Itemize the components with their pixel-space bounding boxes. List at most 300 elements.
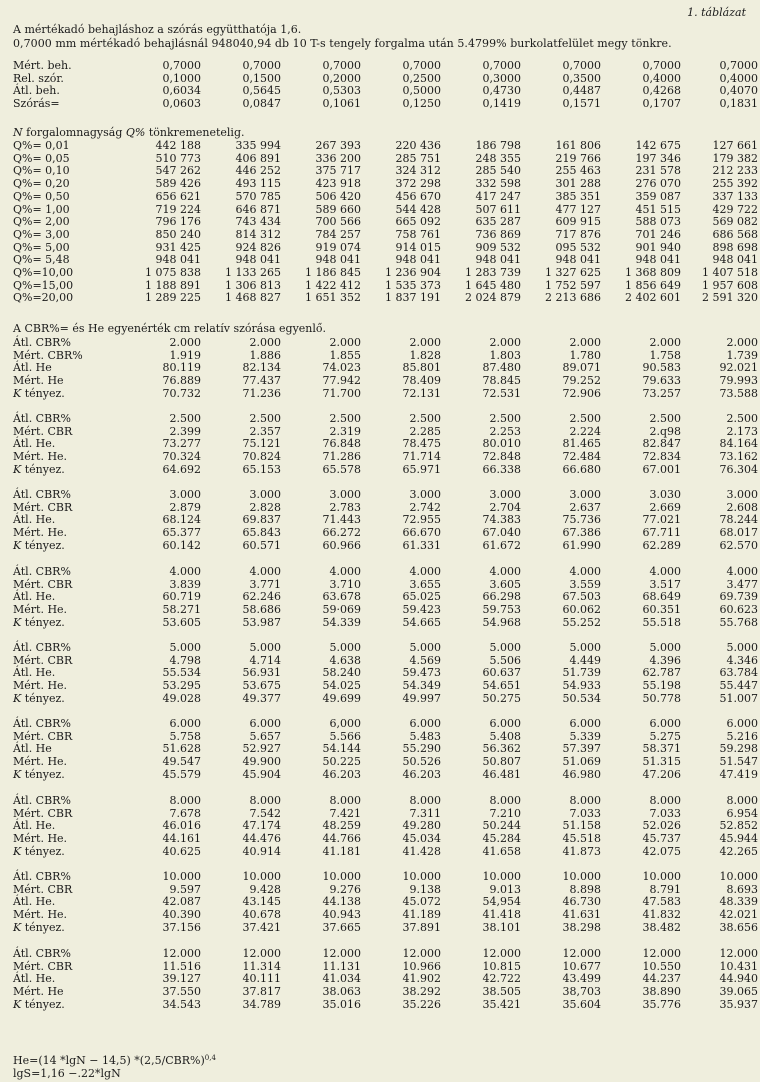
row-label: Átl. He. <box>13 437 56 451</box>
table-cell: 47.174 <box>242 819 281 833</box>
table-cell: 54.144 <box>322 742 361 756</box>
table-cell: 51.158 <box>562 819 601 833</box>
table-cell: 1.739 <box>726 348 758 362</box>
table-cell: 8.000 <box>726 794 758 807</box>
table-cell: 46.203 <box>402 767 441 781</box>
table-cell: 301 288 <box>555 177 601 191</box>
table-cell: 42.021 <box>719 908 758 922</box>
table-cell: 4.000 <box>649 565 681 578</box>
table-cell: 58.686 <box>242 603 281 617</box>
table-cell: 79.633 <box>642 374 681 388</box>
table-cell: 50.526 <box>402 755 441 769</box>
table-cell: 12.000 <box>322 947 361 960</box>
table-cell: 5.657 <box>249 729 281 743</box>
table-cell: 45.072 <box>402 895 441 909</box>
table-cell: 72.484 <box>562 450 601 464</box>
table-cell: 665 092 <box>395 215 441 229</box>
table-cell: 700 566 <box>315 215 361 229</box>
table-cell: 37.421 <box>242 920 281 934</box>
table-row <box>13 464 758 477</box>
table-cell: 71.286 <box>322 450 361 464</box>
table-cell: 50.807 <box>482 755 521 769</box>
table-cell: 50.275 <box>482 691 521 705</box>
table-row <box>13 191 758 204</box>
row-label: Q%= 0,01 <box>13 139 70 152</box>
table-cell: 47.419 <box>719 767 758 781</box>
table-cell: 51.547 <box>719 755 758 769</box>
table-cell: 8.000 <box>329 794 361 807</box>
table-cell: 82.847 <box>642 437 681 451</box>
table-cell: 701 246 <box>635 227 681 241</box>
row-label: Q%=20,00 <box>13 291 74 305</box>
table-cell: 2 213 686 <box>545 291 601 305</box>
table-row <box>13 178 758 191</box>
table-cell: 60.966 <box>322 538 361 552</box>
table-cell: 78.475 <box>402 437 441 451</box>
table-cell: 255 392 <box>712 177 758 191</box>
table-cell: 10.000 <box>482 870 521 883</box>
row-label: Mért. He. <box>13 679 68 693</box>
table-row <box>13 229 758 242</box>
table-cell: 588 073 <box>635 215 681 229</box>
table-cell: 87.480 <box>482 361 521 375</box>
table-row <box>13 451 758 464</box>
table-cell: 61.672 <box>482 538 521 552</box>
table-cell: 77.437 <box>242 374 281 388</box>
table-cell: 60.623 <box>719 603 758 617</box>
table-cell: 53.295 <box>162 679 201 693</box>
table-cell: 40.943 <box>322 908 361 922</box>
table-cell: 51.069 <box>562 755 601 769</box>
table-cell: 948 041 <box>475 253 521 267</box>
table-cell: 3.655 <box>409 577 441 591</box>
row-label: Mért. beh. <box>13 59 72 72</box>
table-cell: 68.017 <box>719 526 758 540</box>
table-cell: 2.285 <box>409 424 441 438</box>
table-cell: 46.016 <box>162 819 201 833</box>
table-row <box>13 375 758 388</box>
table-cell: 58.240 <box>322 666 361 680</box>
table-cell: 45.034 <box>402 832 441 846</box>
table-cell: 898 698 <box>712 240 758 254</box>
table-row <box>13 267 758 280</box>
row-label: Szórás= <box>13 97 60 111</box>
table-cell: 796 176 <box>155 215 201 229</box>
row-label: Mért. CBR <box>13 500 73 514</box>
table-row <box>13 388 758 401</box>
table-cell: 0,1571 <box>562 97 601 111</box>
table-cell: 44.940 <box>719 972 758 986</box>
table-cell: 0,0847 <box>242 97 281 111</box>
table-cell: 38.063 <box>322 985 361 999</box>
table-cell: 6,000 <box>329 717 361 730</box>
table-row <box>13 693 758 706</box>
table-row <box>13 680 758 693</box>
table-cell: 5.000 <box>569 641 601 654</box>
table-cell: 758 761 <box>395 227 441 241</box>
row-label: Mért. He <box>13 374 64 388</box>
table-cell: 45.737 <box>642 832 681 846</box>
table-cell: 41.658 <box>482 844 521 858</box>
table-cell: 44.237 <box>642 972 681 986</box>
table-cell: 65.578 <box>322 462 361 476</box>
formula-block <box>13 1054 216 1080</box>
table-cell: 8.000 <box>249 794 281 807</box>
table-cell: 6.000 <box>569 717 601 730</box>
table-cell: 38,703 <box>562 985 601 999</box>
table-cell: 37.891 <box>402 920 441 934</box>
table-cell: 51.739 <box>562 666 601 680</box>
table-cell: 10.966 <box>402 959 441 973</box>
table-cell: 0,7000 <box>562 59 601 72</box>
table-cell: 442 188 <box>155 139 201 152</box>
table-cell: 6.954 <box>726 806 758 820</box>
table-cell: 45.518 <box>562 832 601 846</box>
table-cell: 38.656 <box>719 920 758 934</box>
table-cell: 4.000 <box>489 565 521 578</box>
table-cell: 89.071 <box>562 361 601 375</box>
row-label: Q%= 0,50 <box>13 189 70 203</box>
table-cell: 423 918 <box>315 177 361 191</box>
table-cell: 1 186 845 <box>305 266 361 280</box>
table-cell: 63.678 <box>322 590 361 604</box>
table-cell: 8.791 <box>649 882 681 896</box>
table-cell: 324 312 <box>395 164 441 178</box>
table-cell: 0,3000 <box>482 71 521 85</box>
table-cell: 095 532 <box>555 240 601 254</box>
table-cell: 0,1000 <box>162 71 201 85</box>
table-cell: 41.873 <box>562 844 601 858</box>
table-cell: 8.000 <box>169 794 201 807</box>
table-cell: 12.000 <box>482 947 521 960</box>
table-cell: 0,2500 <box>402 71 441 85</box>
row-label: Mért. He. <box>13 755 68 769</box>
table-cell: 8.693 <box>726 882 758 896</box>
row-label: Átl. CBR% <box>13 870 71 883</box>
table-cell: 4.000 <box>249 565 281 578</box>
table-cell: 42.722 <box>482 972 521 986</box>
row-label: Mért. He. <box>13 450 68 464</box>
table-row <box>13 922 758 935</box>
row-label: Mért. He <box>13 985 64 999</box>
cbr-heading: A CBR%= és He egyenérték cm relatív szórása egyenlő. <box>13 322 327 335</box>
table-cell: 70.824 <box>242 450 281 464</box>
row-label: Átl. He. <box>13 972 56 986</box>
table-row <box>13 999 758 1012</box>
table-cell: 58.371 <box>642 742 681 756</box>
table-cell: 69.837 <box>242 513 281 527</box>
table-cell: 54,954 <box>482 895 521 909</box>
table-cell: 3.710 <box>329 577 361 591</box>
table-cell: 72.531 <box>482 386 521 400</box>
table-cell: 46.730 <box>562 895 601 909</box>
table-cell: 10.000 <box>562 870 601 883</box>
table-cell: 47.583 <box>642 895 681 909</box>
table-cell: 1 645 480 <box>465 278 521 292</box>
table-cell: 2 402 601 <box>625 291 681 305</box>
table-cell: 186 798 <box>475 139 521 152</box>
table-cell: 73.162 <box>719 450 758 464</box>
formula-he-main: He=(14 *lgN − 14,5) *(2,5/CBR%) <box>13 1054 205 1067</box>
row-label: K tényez. <box>13 538 65 552</box>
table-cell: 0,2000 <box>322 71 361 85</box>
table-cell: 924 826 <box>235 240 281 254</box>
table-cell: 49.547 <box>162 755 201 769</box>
table-cell: 55.534 <box>162 666 201 680</box>
q-symbol: Q% <box>125 126 146 139</box>
table-cell: 179 382 <box>712 151 758 165</box>
table-cell: 2.500 <box>569 412 601 425</box>
table-cell: 11.516 <box>162 959 201 973</box>
table-cell: 6.000 <box>169 717 201 730</box>
table-cell: 372 298 <box>395 177 441 191</box>
table-cell: 37.550 <box>162 985 201 999</box>
table-cell: 948 041 <box>155 253 201 267</box>
table-cell: 38.482 <box>642 920 681 934</box>
table-cell: 45.579 <box>162 767 201 781</box>
table-cell: 1.758 <box>649 348 681 362</box>
table-cell: 3.839 <box>169 577 201 591</box>
table-cell: 37.665 <box>322 920 361 934</box>
table-cell: 12.000 <box>242 947 281 960</box>
table-cell: 717 876 <box>555 227 601 241</box>
table-cell: 76.848 <box>322 437 361 451</box>
table-cell: 1 327 625 <box>545 266 601 280</box>
table-cell: 71.700 <box>322 386 361 400</box>
table-cell: 50.225 <box>322 755 361 769</box>
table-cell: 71.236 <box>242 386 281 400</box>
table-cell: 285 751 <box>395 151 441 165</box>
table-cell: 477 127 <box>555 202 601 216</box>
table-cell: 41.902 <box>402 972 441 986</box>
table-cell: 72.906 <box>562 386 601 400</box>
table-cell: 0,4730 <box>482 84 521 98</box>
row-label: K tényez. <box>13 386 65 400</box>
table-row <box>13 833 758 846</box>
row-label: Q%= 3,00 <box>13 227 70 241</box>
table-cell: 3.000 <box>409 488 441 501</box>
table-cell: 35.226 <box>402 997 441 1011</box>
cbr-group-table <box>13 642 758 706</box>
table-cell: 55.252 <box>562 615 601 629</box>
table-cell: 70.732 <box>162 386 201 400</box>
table-cell: 42.087 <box>162 895 201 909</box>
table-cell: 40.390 <box>162 908 201 922</box>
table-cell: 6.000 <box>649 717 681 730</box>
cbr-group-table <box>13 948 758 1012</box>
table-cell: 0,7000 <box>402 59 441 72</box>
table-cell: 5.000 <box>489 641 521 654</box>
table-cell: 46.203 <box>322 767 361 781</box>
table-cell: 11.314 <box>242 959 281 973</box>
table-cell: 507 611 <box>475 202 521 216</box>
formula-he-exponent: 0,4 <box>204 1054 216 1062</box>
table-cell: 570 785 <box>235 189 281 203</box>
table-cell: 65.153 <box>242 462 281 476</box>
table-cell: 901 940 <box>635 240 681 254</box>
table-cell: 656 621 <box>155 189 201 203</box>
row-label: Mért. He. <box>13 908 68 922</box>
table-cell: 417 247 <box>475 189 521 203</box>
table-cell: 78.409 <box>402 374 441 388</box>
n-symbol: N <box>13 126 23 139</box>
table-cell: 59.423 <box>402 603 441 617</box>
table-cell: 0,5303 <box>322 84 361 98</box>
table-cell: 3.000 <box>249 488 281 501</box>
table-cell: 2.704 <box>489 500 521 514</box>
table-cell: 55.768 <box>719 615 758 629</box>
table-cell: 2.319 <box>329 424 361 438</box>
row-label: Átl. CBR% <box>13 488 71 501</box>
table-cell: 0,1707 <box>642 97 681 111</box>
table-cell: 55.198 <box>642 679 681 693</box>
table-cell: 5.000 <box>726 641 758 654</box>
table-cell: 76.889 <box>162 374 201 388</box>
table-cell: 5.275 <box>649 729 681 743</box>
table-cell: 919 074 <box>315 240 361 254</box>
table-cell: 92.021 <box>719 361 758 375</box>
table-cell: 267 393 <box>315 139 361 152</box>
table-cell: 54.651 <box>482 679 521 693</box>
table-cell: 948 041 <box>235 253 281 267</box>
table-cell: 10.000 <box>402 870 441 883</box>
table-cell: 79.252 <box>562 374 601 388</box>
table-cell: 62.289 <box>642 538 681 552</box>
table-cell: 375 717 <box>315 164 361 178</box>
row-label: Átl. He. <box>13 513 56 527</box>
table-cell: 77.942 <box>322 374 361 388</box>
table-cell: 5.000 <box>169 641 201 654</box>
row-label: Rel. szór. <box>13 71 64 85</box>
table-cell: 2.500 <box>329 412 361 425</box>
table-cell: 57.397 <box>562 742 601 756</box>
table-cell: 4.000 <box>409 565 441 578</box>
table-cell: 41.034 <box>322 972 361 986</box>
table-cell: 3.000 <box>489 488 521 501</box>
table-cell: 72.834 <box>642 450 681 464</box>
table-cell: 0,1250 <box>402 97 441 111</box>
table-cell: 67.503 <box>562 590 601 604</box>
cbr-group-table <box>13 566 758 630</box>
row-label: Mért. He. <box>13 603 68 617</box>
table-cell: 35.604 <box>562 997 601 1011</box>
table-cell: 248 355 <box>475 151 521 165</box>
table-cell: 2.000 <box>329 336 361 349</box>
table-cell: 53.675 <box>242 679 281 693</box>
table-cell: 2.253 <box>489 424 521 438</box>
table-cell: 45.944 <box>719 832 758 846</box>
intro-line: 0,7000 mm mértékadó behajlásnál 948040,94 db 10 T-s tengely forgalma után 5.4799% burkolatfelület megy tönkre. <box>13 37 672 50</box>
table-cell: 66.670 <box>402 526 441 540</box>
table-row <box>13 489 758 502</box>
table-cell: 68.124 <box>162 513 201 527</box>
table-cell: 931 425 <box>155 240 201 254</box>
table-cell: 49.997 <box>402 691 441 705</box>
table-cell: 6.000 <box>726 717 758 730</box>
table-cell: 50.534 <box>562 691 601 705</box>
table-cell: 53.987 <box>242 615 281 629</box>
table-cell: 70.324 <box>162 450 201 464</box>
table-cell: 40.678 <box>242 908 281 922</box>
table-cell: 0,1419 <box>482 97 521 111</box>
table-cell: 276 070 <box>635 177 681 191</box>
table-cell: 60.351 <box>642 603 681 617</box>
table-row <box>13 986 758 999</box>
row-label: Mért. CBR <box>13 729 73 743</box>
table-cell: 10.431 <box>719 959 758 973</box>
table-cell: 1 651 352 <box>305 291 361 305</box>
table-row <box>13 337 758 350</box>
table-cell: 2.224 <box>569 424 601 438</box>
table-cell: 84.164 <box>719 437 758 451</box>
table-cell: 3.771 <box>249 577 281 591</box>
table-cell: 60.719 <box>162 590 201 604</box>
table-cell: 5.000 <box>409 641 441 654</box>
row-label: K tényez. <box>13 997 65 1011</box>
table-cell: 1 752 597 <box>545 278 601 292</box>
table-cell: 85.801 <box>402 361 441 375</box>
table-row <box>13 769 758 782</box>
table-row <box>13 540 758 553</box>
table-cell: 2.500 <box>249 412 281 425</box>
row-label: Átl. beh. <box>13 84 60 98</box>
table-cell: 0,4487 <box>562 84 601 98</box>
table-cell: 2.500 <box>169 412 201 425</box>
table-cell: 49.900 <box>242 755 281 769</box>
table-cell: 2.173 <box>726 424 758 438</box>
table-cell: 4.000 <box>329 565 361 578</box>
table-row <box>13 909 758 922</box>
table-cell: 55.518 <box>642 615 681 629</box>
cbr-group-table <box>13 871 758 935</box>
table-cell: 719 224 <box>155 202 201 216</box>
table-cell: 2 024 879 <box>465 291 521 305</box>
table-cell: 7.033 <box>569 806 601 820</box>
table-cell: 2.q98 <box>649 424 681 438</box>
table-cell: 2.357 <box>249 424 281 438</box>
cbr-group-table <box>13 795 758 859</box>
table-cell: 0,7000 <box>642 59 681 72</box>
row-label: Mért. CBR% <box>13 348 83 362</box>
table-cell: 49.699 <box>322 691 361 705</box>
table-cell: 850 240 <box>155 227 201 241</box>
table-cell: 743 434 <box>235 215 281 229</box>
table-cell: 45.904 <box>242 767 281 781</box>
table-row <box>13 98 758 111</box>
row-label: K tényez. <box>13 462 65 476</box>
intro-text <box>13 23 672 51</box>
table-cell: 49.280 <box>402 819 441 833</box>
table-cell: 161 806 <box>555 139 601 152</box>
row-label: Átl. He. <box>13 666 56 680</box>
table-cell: 60.571 <box>242 538 281 552</box>
table-cell: 65.843 <box>242 526 281 540</box>
table-cell: 60.637 <box>482 666 521 680</box>
table-cell: 34.543 <box>162 997 201 1011</box>
table-cell: 285 540 <box>475 164 521 178</box>
table-row <box>13 604 758 617</box>
table-cell: 40.625 <box>162 844 201 858</box>
table-cell: 948 041 <box>315 253 361 267</box>
table-cell: 1.828 <box>409 348 441 362</box>
table-cell: 41.428 <box>402 844 441 858</box>
table-cell: 337 133 <box>712 189 758 203</box>
table-cell: 1.919 <box>169 348 201 362</box>
row-label: Mért. CBR <box>13 959 73 973</box>
table-cell: 0,6034 <box>162 84 201 98</box>
table-cell: 62.787 <box>642 666 681 680</box>
table-cell: 5.216 <box>726 729 758 743</box>
